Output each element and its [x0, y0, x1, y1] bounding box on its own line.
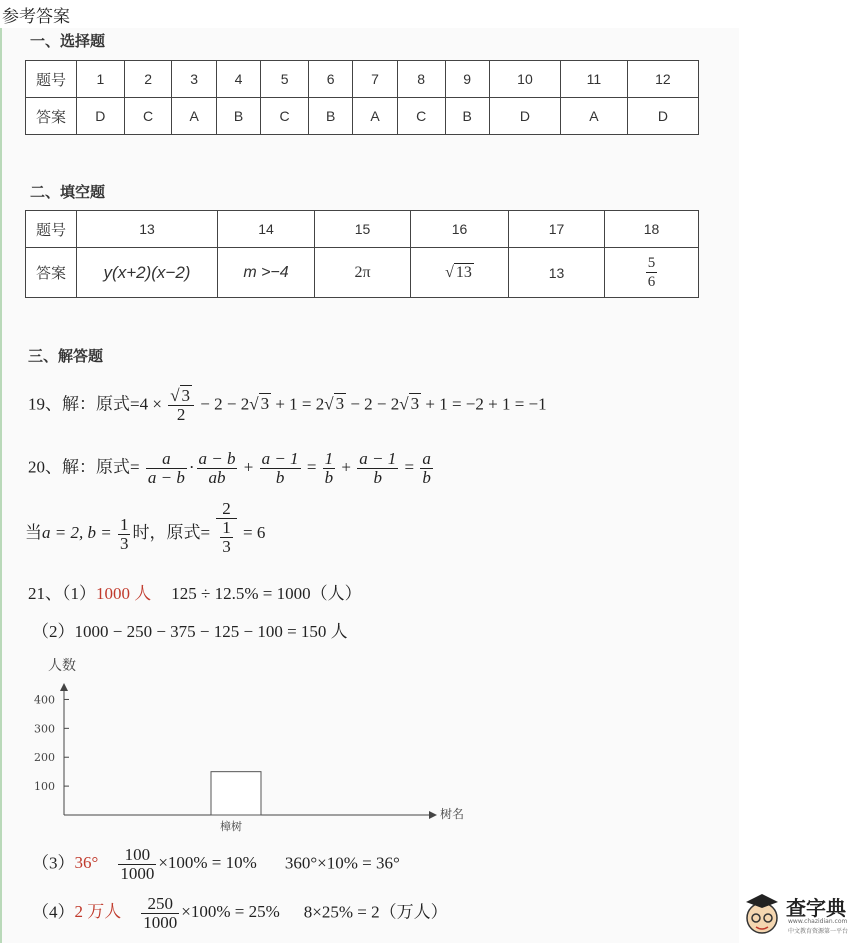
choice-number: 2: [124, 61, 172, 98]
q21-p1-answer: 1000 人: [96, 584, 152, 603]
q20-r-num: 2: [216, 500, 237, 519]
choice-number: 9: [445, 61, 489, 98]
q20-f5-den: b: [373, 468, 382, 487]
choice-answer: A: [561, 98, 628, 135]
fill-number: 17: [509, 211, 605, 248]
fill-answer-14: m >−4: [218, 248, 315, 298]
row-label-number: 题号: [26, 61, 77, 98]
radicand-16: 13: [455, 263, 472, 281]
choice-answer: A: [353, 98, 397, 135]
row-label-answer: 答案: [26, 98, 77, 135]
logo-tagline: 中文教育资源第一平台: [788, 928, 849, 935]
q21-part4: [32, 895, 448, 932]
q21-p4-rest: ×100% = 25%: [181, 902, 280, 922]
fill-answer-13: y(x+2)(x−2): [77, 248, 218, 298]
q21-part2: （2）1000 − 250 − 375 − 125 − 100 = 150 人: [32, 622, 348, 641]
q20-f6-num: a: [422, 449, 431, 468]
y-tick-label: 200: [34, 751, 55, 765]
q19-root3: 3: [410, 394, 420, 414]
q19-rest1: − 2 − 2: [200, 394, 250, 414]
logo-url: www.chazidian.com: [788, 918, 848, 925]
choice-number: 1: [77, 61, 125, 98]
fill-number: 14: [218, 211, 315, 248]
q21-p3-prefix: （3）: [32, 853, 75, 873]
q20-r-den-num: 1: [222, 518, 231, 537]
row-label-number: 题号: [26, 211, 77, 248]
choice-answer: B: [308, 98, 352, 135]
fill-number: 16: [411, 211, 509, 248]
row-label-answer: 答案: [26, 248, 77, 298]
choice-number: 6: [308, 61, 352, 98]
y-tick-label: 300: [34, 722, 55, 736]
x-axis-arrow: [429, 811, 437, 819]
q20-f3-num: a − 1: [261, 449, 299, 468]
chart-xlabel: 树名: [440, 807, 465, 821]
chart-ylabel: 人数: [48, 658, 76, 674]
q20-r-den-den: 3: [222, 537, 231, 556]
section1-heading: 一、选择题: [30, 32, 106, 50]
q20-end: = 6: [243, 523, 266, 542]
q21-p3-calc: 360°×10% = 36°: [284, 853, 400, 873]
choice-number-row: [26, 61, 699, 98]
y-tick-label: 400: [34, 693, 55, 707]
fill-table: [25, 210, 699, 298]
q20-dot: ·: [188, 457, 195, 477]
q20-plus: +: [243, 457, 254, 477]
fill-answer-17: 13: [509, 248, 605, 298]
q19-rest4: + 1 = −2 + 1 = −1: [425, 394, 547, 414]
choice-number: 10: [489, 61, 560, 98]
q19-root1: 3: [260, 394, 270, 414]
logo-main: 查字典: [786, 896, 846, 920]
choice-answer: D: [489, 98, 560, 135]
q20-f1-num: a: [146, 450, 187, 469]
choice-answer: C: [261, 98, 309, 135]
fill-number: 13: [77, 211, 218, 248]
q20-f3-den: b: [275, 468, 285, 487]
choice-number: 12: [627, 61, 698, 98]
fill-answer-15: 2π: [315, 248, 411, 298]
choice-answer: B: [445, 98, 489, 135]
fill-number-row: [26, 211, 699, 248]
choice-answer: D: [627, 98, 698, 135]
q20-f1-den: a − b: [147, 468, 185, 487]
q21-part1: [28, 579, 362, 604]
choice-number: 5: [261, 61, 309, 98]
q21-p4-prefix: （4）: [32, 902, 75, 922]
q19-root2: 3: [335, 394, 345, 414]
q20-b-num: 1: [119, 514, 129, 534]
choice-answer: B: [216, 98, 260, 135]
choice-answer: A: [172, 98, 216, 135]
y-axis-arrow: [60, 683, 68, 691]
choice-number: 11: [561, 61, 628, 98]
bar: [211, 772, 261, 815]
q21-p1-prefix: 21、（1）: [28, 584, 96, 603]
y-tick-label: 100: [34, 780, 55, 794]
q21-p3-answer: 36°: [74, 853, 99, 873]
q19-prefix: 19、解：原式=4 ×: [28, 394, 162, 414]
q20-f2-den: ab: [208, 468, 226, 487]
choice-number: 3: [172, 61, 216, 98]
q21-p1-calc: 125 ÷ 12.5% = 1000（人）: [171, 584, 362, 603]
q20-f5-num: a − 1: [359, 449, 397, 468]
choice-answer: D: [77, 98, 125, 135]
q20-prefix: 20、解：原式=: [28, 457, 140, 477]
choice-answer-row: [26, 98, 699, 135]
choice-number: 8: [397, 61, 445, 98]
q19-frac-num: 3: [181, 386, 191, 405]
q20-f4-den: b: [324, 468, 334, 487]
q20-mid: 时，原式=: [132, 523, 211, 542]
q20-when: 当: [25, 523, 42, 542]
q20-b-den: 3: [119, 533, 129, 553]
q20-f2-num: a − b: [198, 449, 236, 468]
q21-p3-num: 100: [118, 846, 156, 865]
fill-number: 15: [315, 211, 411, 248]
fill-answer-16: √ 13: [411, 248, 509, 298]
q20-eq1: =: [306, 457, 317, 477]
choice-table: [25, 60, 699, 135]
q19-rest2: + 1 = 2: [275, 394, 325, 414]
q21-p3-rest: ×100% = 10%: [158, 853, 257, 873]
section2-heading: 二、填空题: [30, 183, 106, 201]
q20-line2: [25, 500, 265, 556]
q19-frac-den: 2: [176, 405, 186, 424]
frac-den: 6: [647, 274, 656, 290]
fill-answer-18: [605, 248, 699, 298]
q19-rest3: − 2 − 2: [350, 394, 400, 414]
q21-p3-den: 1000: [120, 864, 155, 883]
section3-heading: 三、解答题: [28, 347, 104, 365]
q20-f6-den: b: [422, 468, 431, 487]
q21-p4-answer: 2 万人: [74, 902, 122, 922]
fill-answer-row: [26, 248, 699, 298]
q20-plus2: +: [341, 457, 351, 477]
bar-chart: [30, 650, 490, 840]
q20-eq2: =: [404, 457, 415, 477]
choice-answer: C: [397, 98, 445, 135]
q19-line: 19、解：原式=4 × $\frac{√ 3}{2}$ − 2 − 2√ 3 + 1 = 2√ 3 − 2 − 2√ 3 + 1 = −2 + 1 = −1: [28, 386, 547, 424]
q21-p4-den: 1000: [143, 913, 178, 932]
q21-p4-num: 250: [141, 895, 179, 914]
page-title: 参考答案: [2, 7, 70, 27]
x-tick-label: 樟树: [220, 820, 242, 833]
fill-number: 18: [605, 211, 699, 248]
choice-answer: C: [124, 98, 172, 135]
site-logo[interactable]: [742, 888, 860, 938]
choice-number: 4: [216, 61, 260, 98]
q21-p4-calc: 8×25% = 2（万人）: [303, 902, 448, 922]
choice-number: 7: [353, 61, 397, 98]
mascot-icon: [742, 890, 782, 936]
q20-f4-num: 1: [324, 449, 334, 468]
chart-bars: [211, 772, 261, 833]
q20-line1: [28, 450, 435, 487]
q21-part3: [32, 846, 400, 883]
q20-var: a = 2, b =: [42, 523, 112, 542]
frac-num: 5: [647, 255, 656, 271]
